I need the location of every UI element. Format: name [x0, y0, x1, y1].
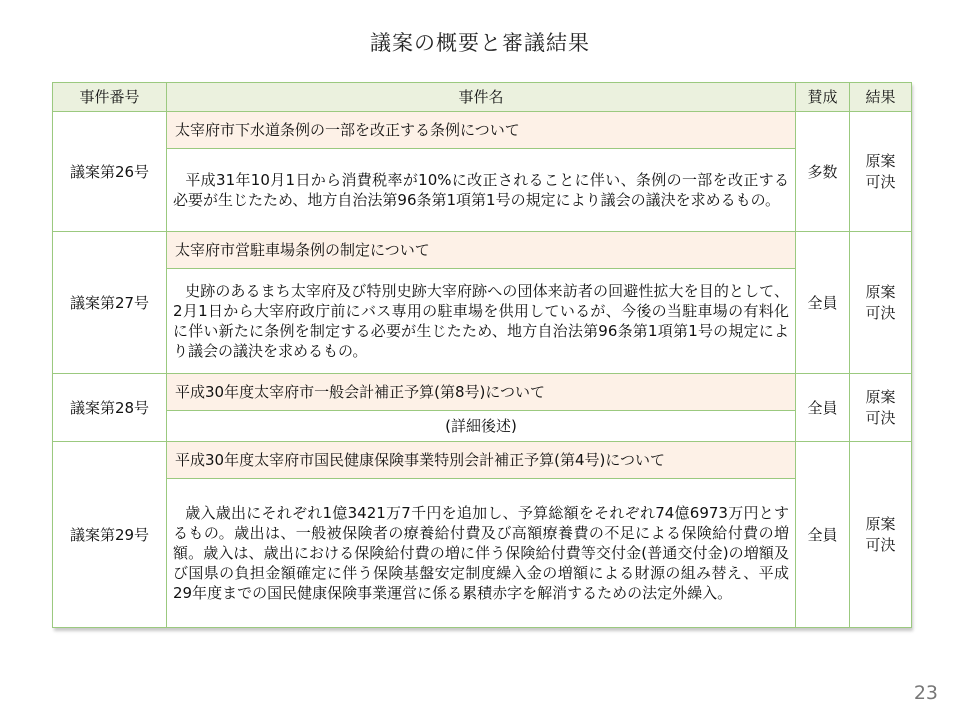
vote-value: 多数: [796, 112, 850, 232]
case-description-cell: [167, 149, 796, 232]
table-row: [53, 374, 912, 411]
result-cell: [850, 232, 912, 374]
result-cell: [850, 442, 912, 628]
table-row-detail: [53, 479, 912, 628]
vote-value: 全員: [796, 232, 850, 374]
case-number: 議案第28号: [53, 374, 167, 442]
case-description-cell: [167, 269, 796, 374]
table-row: [53, 112, 912, 149]
result-cell: [850, 374, 912, 442]
table-row: [53, 442, 912, 479]
case-description: 史跡のあるまち太宰府及び特別史跡大宰府跡への団体来訪者の回避性拡大を目的として、2月1日から大宰府政庁前にバス専用の駐車場を供用しているが、今後の当駐車場の有料化に伴い新たに条例を制定する必要が生じたため、地方自治法第96条第1項第1号の規定により議会の議決を求めるもの。: [173, 282, 789, 360]
resolution-table: [52, 82, 911, 628]
case-description: 平成31年10月1日から消費税率が10%に改正されることに伴い、条例の一部を改正する必要が生じたため、地方自治法第96条第1項第1号の規定により議会の議決を求めるもの。: [173, 171, 789, 209]
resolution-table-grid: [52, 82, 912, 628]
case-title: 平成30年度太宰府市一般会計補正予算(第8号)について: [167, 374, 796, 411]
header-vote: 賛成: [796, 83, 850, 112]
page-title: 議案の概要と審議結果: [370, 31, 590, 55]
header-case-number: 事件番号: [53, 83, 167, 112]
table-row-detail: [53, 149, 912, 232]
table-row-detail: [53, 269, 912, 374]
case-number: 議案第29号: [53, 442, 167, 628]
result-value: 原案可決: [865, 151, 896, 191]
case-title: 平成30年度太宰府市国民健康保険事業特別会計補正予算(第4号)について: [167, 442, 796, 479]
result-value: 原案可決: [865, 514, 896, 554]
result-cell: [850, 112, 912, 232]
case-number: 議案第26号: [53, 112, 167, 232]
result-value: 原案可決: [865, 282, 896, 322]
case-title: 太宰府市下水道条例の一部を改正する条例について: [167, 112, 796, 149]
table-row-detail: [53, 411, 912, 442]
header-case-name: 事件名: [167, 83, 796, 112]
result-value: 原案可決: [865, 387, 896, 427]
case-description: (詳細後述): [167, 411, 796, 442]
case-description-cell: [167, 479, 796, 628]
case-description: 歳入歳出にそれぞれ1億3421万7千円を追加し、予算総額をそれぞれ74億6973万円とするもの。歳出は、一般被保険者の療養給付費及び高額療養費の不足による保険給付費の増額。歳入は、歳出における保険給付費の増に伴う保険給付費等交付金(普通交付金)の増額及び国県の負担金額確定に伴う保険基盤安定制度繰入金の増額による財源の組み替え、平成29年度までの国民健康保険事業運営に係る累積赤字を解消するための法定外繰入。: [173, 504, 789, 602]
case-title: 太宰府市営駐車場条例の制定について: [167, 232, 796, 269]
table-header-row: [53, 83, 912, 112]
vote-value: 全員: [796, 374, 850, 442]
header-result: 結果: [850, 83, 912, 112]
table-row: [53, 232, 912, 269]
vote-value: 全員: [796, 442, 850, 628]
page-number: 23: [913, 682, 938, 704]
case-number: 議案第27号: [53, 232, 167, 374]
